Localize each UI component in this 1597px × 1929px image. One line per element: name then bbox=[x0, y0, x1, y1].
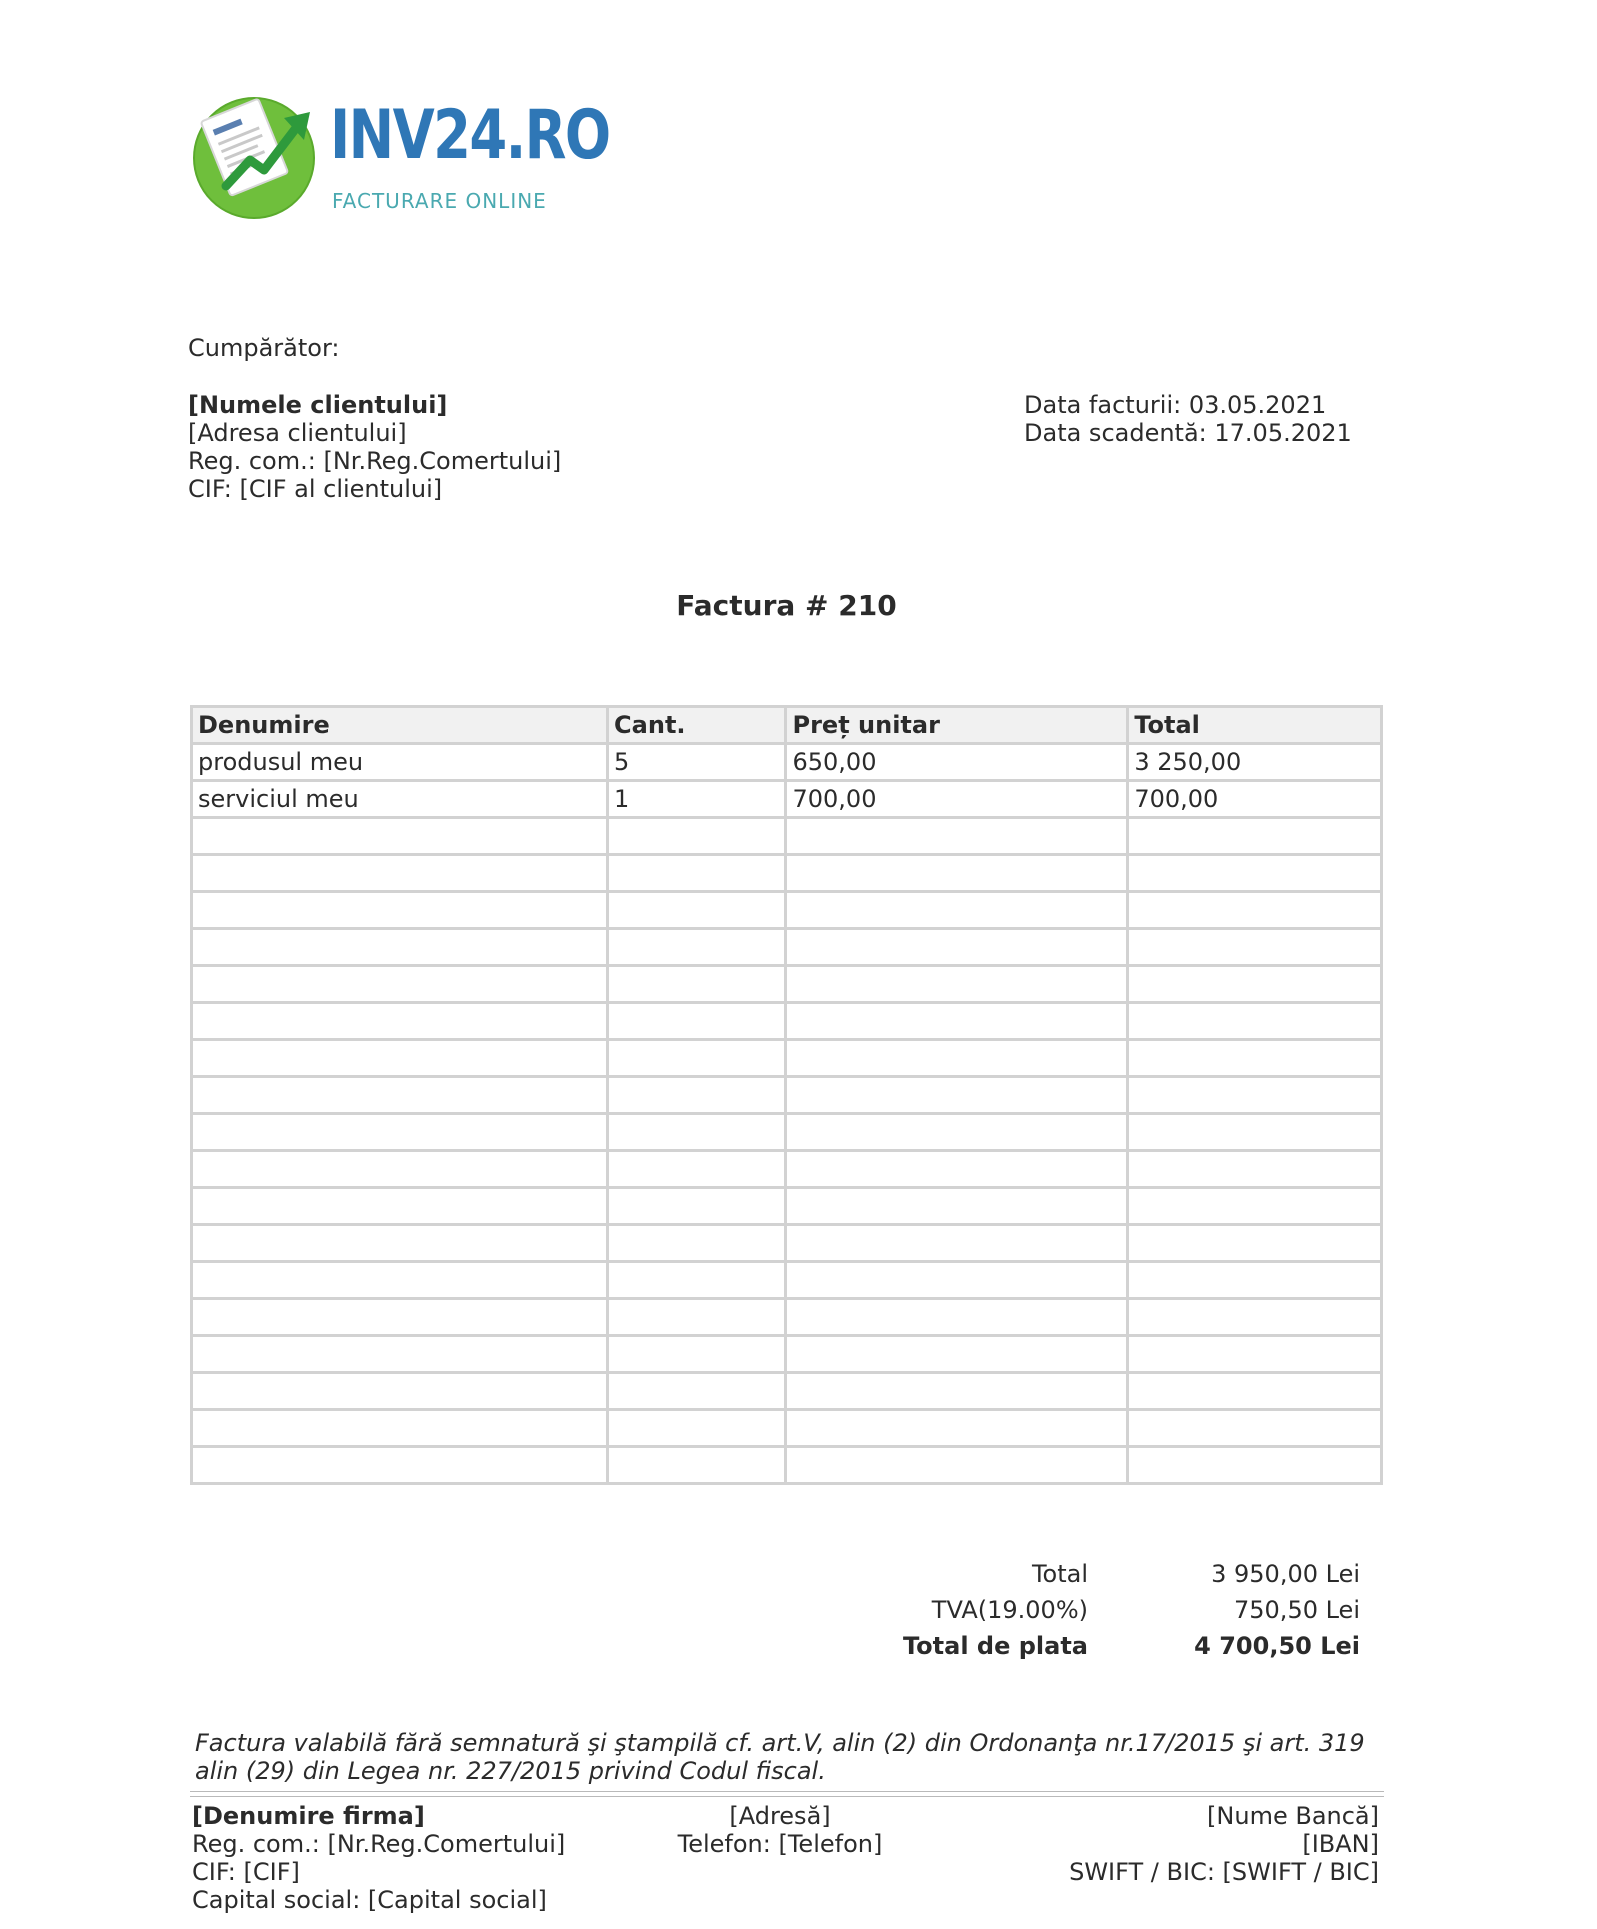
item-unit-price bbox=[786, 929, 1128, 966]
item-quantity bbox=[608, 1410, 786, 1447]
item-unit-price bbox=[786, 1188, 1128, 1225]
item-unit-price bbox=[786, 1225, 1128, 1262]
item-name bbox=[192, 1151, 608, 1188]
item-name bbox=[192, 1077, 608, 1114]
item-name bbox=[192, 1447, 608, 1484]
company-capital: Capital social: [Capital social] bbox=[192, 1886, 547, 1914]
item-name bbox=[192, 966, 608, 1003]
item-unit-price bbox=[786, 1003, 1128, 1040]
company-address: [Adresă] bbox=[729, 1802, 831, 1830]
footer-company bbox=[192, 1802, 565, 1914]
item-quantity bbox=[608, 1262, 786, 1299]
vat-row bbox=[820, 1592, 1360, 1628]
item-unit-price bbox=[786, 1299, 1128, 1336]
buyer-address: [Adresa clientului] bbox=[188, 419, 407, 447]
item-name bbox=[192, 1410, 608, 1447]
item-total bbox=[1128, 1447, 1382, 1484]
logo-tagline: FACTURARE ONLINE bbox=[332, 189, 547, 213]
footer-contact bbox=[580, 1802, 980, 1858]
item-total bbox=[1128, 1040, 1382, 1077]
item-quantity bbox=[608, 1188, 786, 1225]
vat-value: 750,50 Lei bbox=[1234, 1596, 1360, 1624]
item-total: 700,00 bbox=[1128, 781, 1382, 818]
item-quantity bbox=[608, 855, 786, 892]
bank-name: [Nume Bancă] bbox=[1207, 1802, 1379, 1830]
table-row-empty bbox=[192, 929, 1382, 966]
table-row-empty bbox=[192, 1003, 1382, 1040]
item-unit-price bbox=[786, 892, 1128, 929]
footer-divider bbox=[190, 1796, 1384, 1797]
table-row-empty bbox=[192, 1299, 1382, 1336]
table-row-empty bbox=[192, 1373, 1382, 1410]
table-row-empty bbox=[192, 1151, 1382, 1188]
item-quantity bbox=[608, 1299, 786, 1336]
table-row-empty bbox=[192, 966, 1382, 1003]
item-name bbox=[192, 1114, 608, 1151]
table-row bbox=[192, 744, 1382, 781]
table-row-empty bbox=[192, 1262, 1382, 1299]
invoice-date: Data facturii: 03.05.2021 bbox=[1024, 391, 1327, 419]
company-reg-com: Reg. com.: [Nr.Reg.Comertului] bbox=[192, 1830, 566, 1858]
item-unit-price bbox=[786, 966, 1128, 1003]
item-unit-price bbox=[786, 1262, 1128, 1299]
item-quantity: 5 bbox=[608, 744, 786, 781]
grand-total-label: Total de plata bbox=[902, 1632, 1088, 1660]
item-name bbox=[192, 1262, 608, 1299]
item-quantity bbox=[608, 966, 786, 1003]
item-quantity bbox=[608, 1336, 786, 1373]
item-unit-price bbox=[786, 1410, 1128, 1447]
buyer-heading: Cumpărător: bbox=[188, 334, 340, 362]
item-total bbox=[1128, 1225, 1382, 1262]
footer-divider bbox=[190, 1791, 1384, 1792]
footer-bank bbox=[1069, 1802, 1379, 1886]
item-unit-price bbox=[786, 1151, 1128, 1188]
column-header-total: Total bbox=[1128, 707, 1382, 744]
item-total bbox=[1128, 929, 1382, 966]
item-name bbox=[192, 1040, 608, 1077]
item-quantity bbox=[608, 1114, 786, 1151]
item-quantity bbox=[608, 1077, 786, 1114]
items-table bbox=[190, 705, 1383, 1485]
item-quantity bbox=[608, 892, 786, 929]
buyer-name: [Numele clientului] bbox=[188, 391, 448, 419]
item-name bbox=[192, 1188, 608, 1225]
item-unit-price bbox=[786, 1114, 1128, 1151]
item-unit-price bbox=[786, 1077, 1128, 1114]
table-row-empty bbox=[192, 818, 1382, 855]
item-name bbox=[192, 1336, 608, 1373]
table-row bbox=[192, 781, 1382, 818]
item-quantity bbox=[608, 1151, 786, 1188]
due-date: Data scadentă: 17.05.2021 bbox=[1024, 419, 1352, 447]
item-total bbox=[1128, 1003, 1382, 1040]
item-total bbox=[1128, 1299, 1382, 1336]
item-unit-price bbox=[786, 1373, 1128, 1410]
item-total bbox=[1128, 892, 1382, 929]
item-unit-price bbox=[786, 818, 1128, 855]
item-quantity: 1 bbox=[608, 781, 786, 818]
item-total: 3 250,00 bbox=[1128, 744, 1382, 781]
bank-swift: SWIFT / BIC: [SWIFT / BIC] bbox=[1069, 1858, 1379, 1886]
item-unit-price: 650,00 bbox=[786, 744, 1128, 781]
buyer-reg-com: Reg. com.: [Nr.Reg.Comertului] bbox=[188, 447, 562, 475]
company-name: [Denumire firma] bbox=[192, 1802, 425, 1830]
company-cif: CIF: [CIF] bbox=[192, 1858, 300, 1886]
item-total bbox=[1128, 1336, 1382, 1373]
legal-note: Factura valabilă fără semnatură şi ştampilă cf. art.V, alin (2) din Ordonanţa nr.17/2015 şi art. 319 alin (29) din Legea nr. 227/2015 privind Codul fiscal. bbox=[195, 1729, 1365, 1785]
company-phone: Telefon: [Telefon] bbox=[677, 1830, 883, 1858]
column-header-unit-price: Preț unitar bbox=[786, 707, 1128, 744]
item-total bbox=[1128, 1373, 1382, 1410]
item-total bbox=[1128, 1114, 1382, 1151]
item-total bbox=[1128, 1410, 1382, 1447]
grand-total-value: 4 700,50 Lei bbox=[1194, 1632, 1360, 1660]
buyer-details bbox=[188, 391, 561, 503]
table-row-empty bbox=[192, 1040, 1382, 1077]
table-row-empty bbox=[192, 1077, 1382, 1114]
item-name bbox=[192, 1003, 608, 1040]
item-quantity bbox=[608, 1003, 786, 1040]
table-row-empty bbox=[192, 892, 1382, 929]
item-name bbox=[192, 855, 608, 892]
company-logo bbox=[188, 88, 610, 228]
item-quantity bbox=[608, 929, 786, 966]
item-quantity bbox=[608, 818, 786, 855]
item-total bbox=[1128, 1262, 1382, 1299]
item-unit-price bbox=[786, 855, 1128, 892]
buyer-cif: CIF: [CIF al clientului] bbox=[188, 475, 443, 503]
invoice-chart-icon bbox=[188, 88, 318, 220]
table-row-empty bbox=[192, 1114, 1382, 1151]
item-total bbox=[1128, 1077, 1382, 1114]
item-quantity bbox=[608, 1225, 786, 1262]
logo-name: INV24.RO bbox=[330, 96, 610, 175]
table-row-empty bbox=[192, 1225, 1382, 1262]
item-name: produsul meu bbox=[192, 744, 608, 781]
item-name bbox=[192, 1373, 608, 1410]
item-unit-price bbox=[786, 1040, 1128, 1077]
item-name bbox=[192, 818, 608, 855]
totals-summary bbox=[820, 1556, 1360, 1664]
item-name bbox=[192, 929, 608, 966]
table-row-empty bbox=[192, 1447, 1382, 1484]
item-name bbox=[192, 892, 608, 929]
item-unit-price bbox=[786, 1447, 1128, 1484]
invoice-dates bbox=[1024, 391, 1352, 447]
subtotal-row bbox=[820, 1556, 1360, 1592]
grand-total-row bbox=[820, 1628, 1360, 1664]
item-total bbox=[1128, 855, 1382, 892]
item-total bbox=[1128, 1151, 1382, 1188]
table-row-empty bbox=[192, 1188, 1382, 1225]
column-header-name: Denumire bbox=[192, 707, 608, 744]
table-header-row bbox=[192, 707, 1382, 744]
invoice-title: Factura # 210 bbox=[676, 589, 897, 622]
item-name: serviciul meu bbox=[192, 781, 608, 818]
column-header-quantity: Cant. bbox=[608, 707, 786, 744]
item-name bbox=[192, 1299, 608, 1336]
bank-iban: [IBAN] bbox=[1302, 1830, 1379, 1858]
item-unit-price bbox=[786, 1336, 1128, 1373]
vat-label: TVA(19.00%) bbox=[931, 1596, 1088, 1624]
item-quantity bbox=[608, 1373, 786, 1410]
item-total bbox=[1128, 966, 1382, 1003]
item-quantity bbox=[608, 1447, 786, 1484]
subtotal-label: Total bbox=[1031, 1560, 1088, 1588]
item-unit-price: 700,00 bbox=[786, 781, 1128, 818]
item-quantity bbox=[608, 1040, 786, 1077]
table-row-empty bbox=[192, 1410, 1382, 1447]
item-total bbox=[1128, 1188, 1382, 1225]
subtotal-value: 3 950,00 Lei bbox=[1211, 1560, 1360, 1588]
item-total bbox=[1128, 818, 1382, 855]
table-row-empty bbox=[192, 855, 1382, 892]
table-row-empty bbox=[192, 1336, 1382, 1373]
item-name bbox=[192, 1225, 608, 1262]
